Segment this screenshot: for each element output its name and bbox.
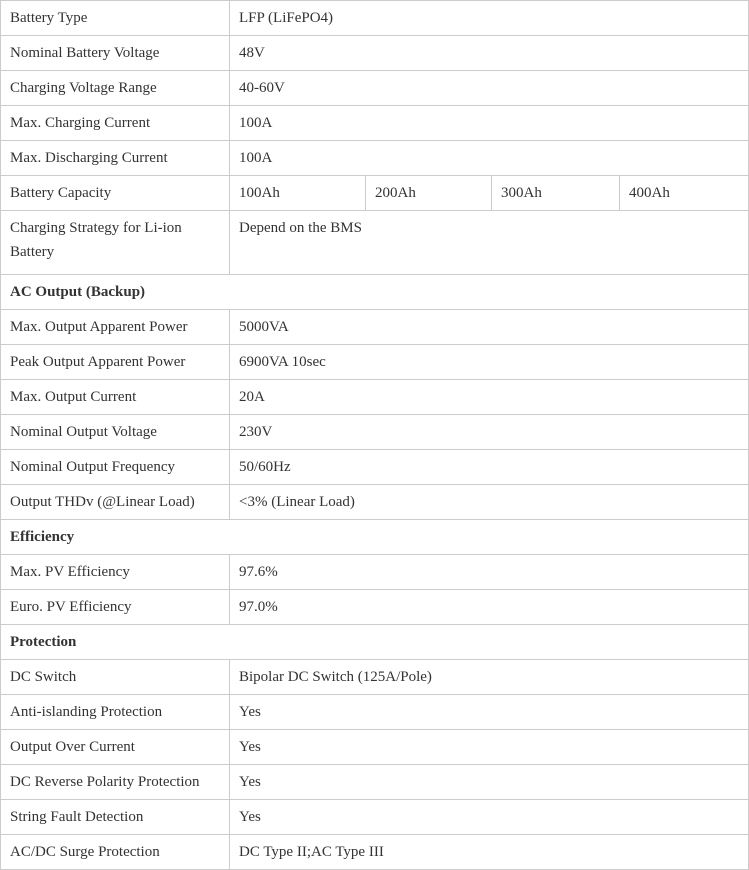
table-row <box>1 450 749 485</box>
row-label: DC Reverse Polarity Protection <box>1 765 230 800</box>
row-value: <3% (Linear Load) <box>230 485 749 520</box>
row-value: Yes <box>230 765 749 800</box>
row-label: Nominal Output Frequency <box>1 450 230 485</box>
section-title: Efficiency <box>1 520 749 555</box>
table-row <box>1 835 749 870</box>
row-value: DC Type II;AC Type III <box>230 835 749 870</box>
table-row <box>1 695 749 730</box>
row-value: 230V <box>230 415 749 450</box>
row-value: 97.6% <box>230 555 749 590</box>
section-header-protection <box>1 625 749 660</box>
table-row <box>1 345 749 380</box>
row-value: 40-60V <box>230 71 749 106</box>
row-label: Max. Charging Current <box>1 106 230 141</box>
row-value: Yes <box>230 695 749 730</box>
row-label: Max. Discharging Current <box>1 141 230 176</box>
row-value: Yes <box>230 730 749 765</box>
row-label: Nominal Battery Voltage <box>1 36 230 71</box>
row-value: Bipolar DC Switch (125A/Pole) <box>230 660 749 695</box>
capacity-300ah: 300Ah <box>492 176 620 211</box>
table-row <box>1 380 749 415</box>
row-label: Charging Voltage Range <box>1 71 230 106</box>
row-label: DC Switch <box>1 660 230 695</box>
table-row-battery-type <box>1 1 749 36</box>
section-header-ac-output <box>1 275 749 310</box>
row-label: Max. Output Apparent Power <box>1 310 230 345</box>
row-value: 6900VA 10sec <box>230 345 749 380</box>
capacity-400ah: 400Ah <box>620 176 749 211</box>
table-row-max-discharging-current <box>1 141 749 176</box>
table-row-nominal-battery-voltage <box>1 36 749 71</box>
row-label: Output THDv (@Linear Load) <box>1 485 230 520</box>
table-row <box>1 590 749 625</box>
row-label: Max. Output Current <box>1 380 230 415</box>
row-value: 20A <box>230 380 749 415</box>
row-label: Charging Strategy for Li-ion Battery <box>1 211 230 275</box>
row-value: 50/60Hz <box>230 450 749 485</box>
row-label: Output Over Current <box>1 730 230 765</box>
table-row <box>1 415 749 450</box>
table-row <box>1 555 749 590</box>
row-value: LFP (LiFePO4) <box>230 1 749 36</box>
section-title: AC Output (Backup) <box>1 275 749 310</box>
table-row-charging-strategy <box>1 211 749 275</box>
row-label: Battery Capacity <box>1 176 230 211</box>
section-title: Protection <box>1 625 749 660</box>
section-header-efficiency <box>1 520 749 555</box>
row-value: Depend on the BMS <box>230 211 749 275</box>
row-label: String Fault Detection <box>1 800 230 835</box>
row-label: Max. PV Efficiency <box>1 555 230 590</box>
table-row <box>1 800 749 835</box>
table-row-battery-capacity <box>1 176 749 211</box>
row-value: 48V <box>230 36 749 71</box>
row-value: 97.0% <box>230 590 749 625</box>
table-row <box>1 310 749 345</box>
row-label: Anti-islanding Protection <box>1 695 230 730</box>
capacity-100ah: 100Ah <box>230 176 366 211</box>
row-label: Nominal Output Voltage <box>1 415 230 450</box>
table-row-charging-voltage-range <box>1 71 749 106</box>
row-label: Battery Type <box>1 1 230 36</box>
table-row <box>1 765 749 800</box>
row-value: 100A <box>230 141 749 176</box>
table-row-max-charging-current <box>1 106 749 141</box>
table-row <box>1 660 749 695</box>
row-label: Peak Output Apparent Power <box>1 345 230 380</box>
capacity-200ah: 200Ah <box>366 176 492 211</box>
table-row <box>1 730 749 765</box>
row-value: 100A <box>230 106 749 141</box>
row-label: AC/DC Surge Protection <box>1 835 230 870</box>
row-value: 5000VA <box>230 310 749 345</box>
row-label: Euro. PV Efficiency <box>1 590 230 625</box>
table-row <box>1 485 749 520</box>
row-value: Yes <box>230 800 749 835</box>
